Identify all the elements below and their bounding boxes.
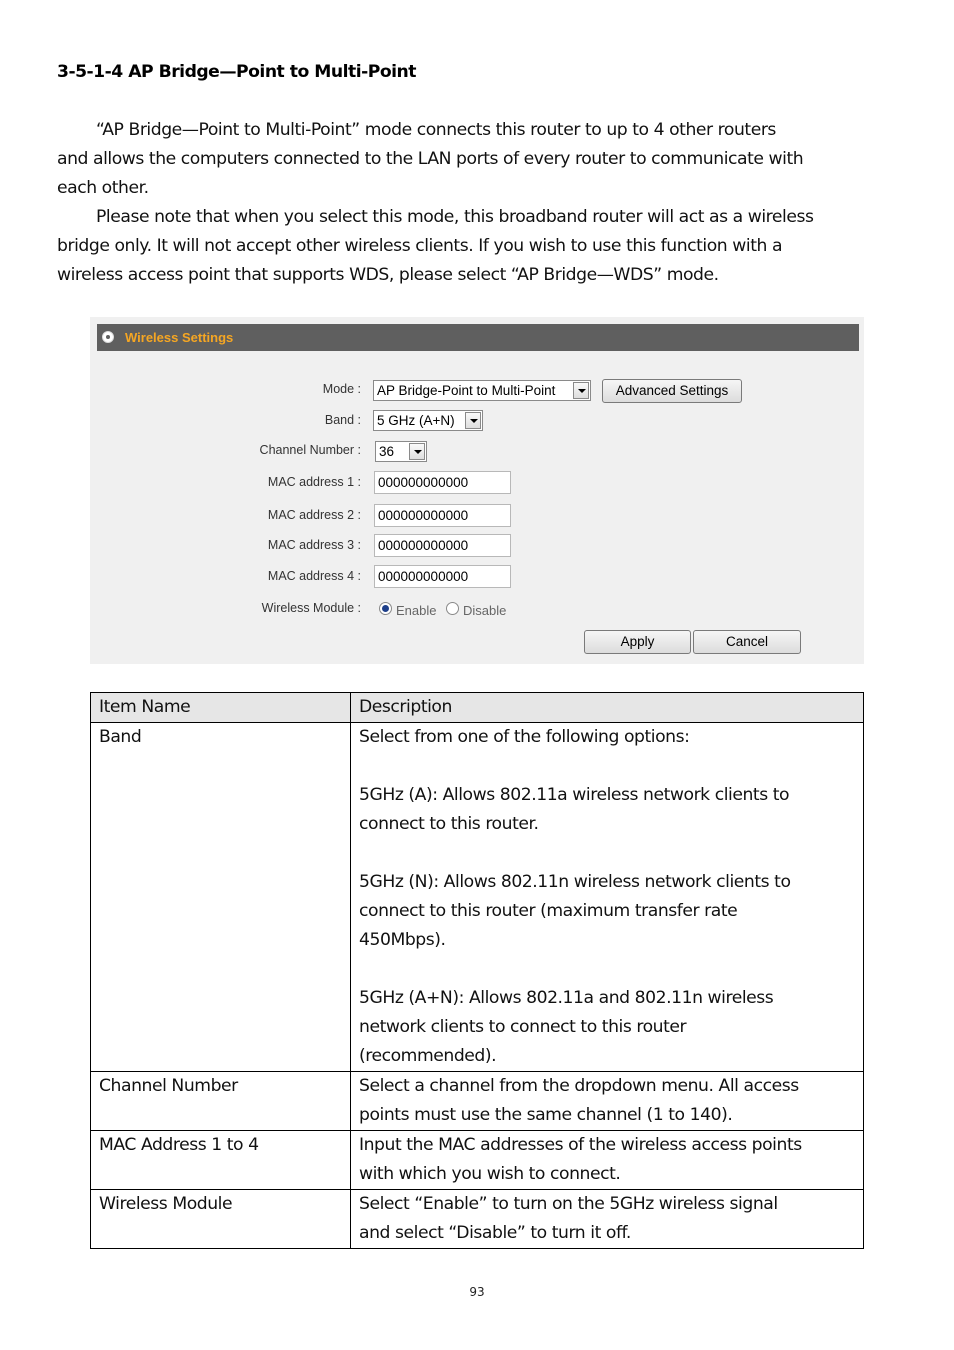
mac-address-4-input[interactable] (374, 565, 511, 588)
description-line: connect to this router. (359, 814, 539, 834)
band-select[interactable] (373, 410, 483, 431)
mac-address-3-input[interactable] (374, 534, 511, 557)
wireless-module-label: Wireless Module : (261, 601, 361, 615)
mac-address-4-label: MAC address 4 : (267, 569, 361, 583)
table-header-row (91, 693, 864, 723)
header-item-name: Item Name (91, 693, 351, 723)
paragraph-line: bridge only. It will not accept other wireless clients. If you wish to use this function with a (57, 236, 783, 256)
paragraph-line: and allows the computers connected to the LAN ports of every router to communicate with (57, 149, 804, 169)
description-cell (351, 1131, 864, 1190)
paragraph-line: wireless access point that supports WDS, please select “AP Bridge—WDS” mode. (57, 265, 719, 285)
paragraph-line: Please note that when you select this mode, this broadband router will act as a wireless (96, 207, 814, 227)
description-cell (351, 1190, 864, 1249)
intro-paragraph (57, 116, 907, 203)
chevron-down-icon[interactable] (409, 443, 425, 460)
panel-title: Wireless Settings (125, 330, 234, 345)
mac-address-1-input[interactable] (374, 471, 511, 494)
channel-select-value: 36 (379, 444, 395, 459)
description-line: connect to this router (maximum transfer rate (359, 901, 738, 921)
bullet-icon (102, 331, 114, 343)
description-line: Select from one of the following options: (359, 727, 690, 747)
mac-address-2-label: MAC address 2 : (267, 508, 361, 522)
paragraph-line: “AP Bridge—Point to Multi-Point” mode connects this router to up to 4 other routers (96, 120, 776, 140)
item-name-cell: MAC Address 1 to 4 (91, 1131, 351, 1190)
item-name-cell: Channel Number (91, 1072, 351, 1131)
channel-select[interactable] (375, 441, 427, 462)
description-line: Select a channel from the dropdown menu. All access (359, 1076, 799, 1096)
description-line: points must use the same channel (1 to 140). (359, 1105, 733, 1125)
mac-address-1-label: MAC address 1 : (267, 475, 361, 489)
description-line: 5GHz (A): Allows 802.11a wireless network clients to (359, 785, 790, 805)
header-description: Description (351, 693, 864, 723)
description-line: 5GHz (N): Allows 802.11n wireless network clients to (359, 872, 791, 892)
section-title: 3-5-1-4 AP Bridge—Point to Multi-Point (57, 62, 416, 82)
mode-select-value: AP Bridge-Point to Multi-Point (377, 383, 556, 398)
note-paragraph (57, 203, 907, 290)
paragraph-line: each other. (57, 178, 149, 198)
cancel-button[interactable]: Cancel (693, 630, 801, 654)
wireless-settings-panel (90, 317, 864, 664)
description-cell (351, 1072, 864, 1131)
mac-address-2-input[interactable] (374, 504, 511, 527)
table-row (91, 1190, 864, 1249)
channel-label: Channel Number : (259, 443, 361, 457)
mac-address-3-label: MAC address 3 : (267, 538, 361, 552)
item-description-table (90, 692, 864, 1249)
band-select-value: 5 GHz (A+N) (377, 413, 455, 428)
disable-radio-label: Disable (463, 603, 507, 618)
panel-header (97, 324, 859, 351)
table-row (91, 1072, 864, 1131)
description-line: network clients to connect to this router (359, 1017, 687, 1037)
chevron-down-icon[interactable] (465, 412, 481, 429)
item-name-cell: Band (91, 723, 351, 1072)
band-label: Band : (324, 413, 361, 427)
table-row (91, 1131, 864, 1190)
table-row (91, 723, 864, 1072)
description-line: 450Mbps). (359, 930, 446, 950)
description-line: Select “Enable” to turn on the 5GHz wireless signal (359, 1194, 778, 1214)
description-line: 5GHz (A+N): Allows 802.11a and 802.11n wireless (359, 988, 774, 1008)
description-line: Input the MAC addresses of the wireless access points (359, 1135, 802, 1155)
mode-select[interactable] (373, 380, 591, 401)
apply-button[interactable]: Apply (584, 630, 691, 654)
description-cell (351, 723, 864, 1072)
disable-radio[interactable] (446, 602, 459, 615)
enable-radio-label: Enable (396, 603, 437, 618)
mode-label: Mode : (322, 382, 361, 396)
chevron-down-icon[interactable] (573, 382, 589, 399)
item-name-cell: Wireless Module (91, 1190, 351, 1249)
description-line: with which you wish to connect. (359, 1164, 621, 1184)
page-number: 93 (469, 1285, 485, 1299)
enable-radio[interactable] (379, 602, 392, 615)
description-line: and select “Disable” to turn it off. (359, 1223, 631, 1243)
advanced-settings-button[interactable]: Advanced Settings (602, 379, 742, 403)
description-line: (recommended). (359, 1046, 497, 1066)
